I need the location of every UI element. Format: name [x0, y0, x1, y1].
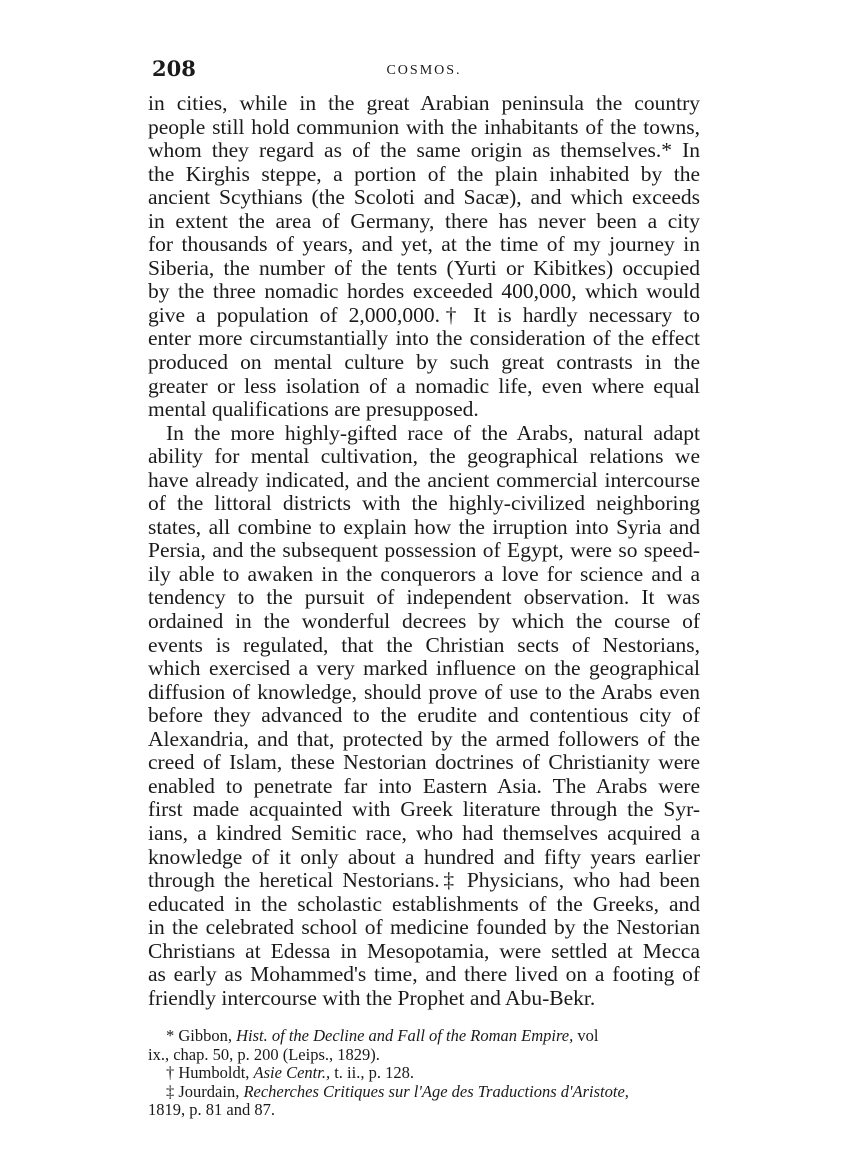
text-line: which exercised a very marked influence on the geographical	[148, 656, 700, 681]
text-line: mental qualifications are presupposed.	[148, 397, 479, 422]
footnote-jourdain-continued	[148, 1101, 700, 1120]
text-line: enter more circumstantially into the consideration of the effect	[148, 326, 700, 351]
text-line: the Kirghis steppe, a portion of the plain inhabited by the	[148, 161, 700, 186]
paragraph-1	[148, 92, 700, 422]
footnote-gibbon-continued	[148, 1046, 700, 1065]
text-line: have already indicated, and the ancient commercial intercourse	[148, 467, 700, 492]
text-line: for thousands of years, and yet, at the time of my journey in	[148, 232, 700, 257]
text-line: of the littoral districts with the highly-civilized neighboring	[148, 491, 700, 516]
text-line: ancient Scythians (the Scoloti and Sacæ), and which exceeds	[148, 185, 700, 210]
text-line: in cities, while in the great Arabian peninsula the country	[148, 91, 700, 115]
footnote-work-title: Asie Centr.,	[253, 1063, 331, 1083]
text-line: people still hold communion with the inhabitants of the towns,	[148, 114, 700, 139]
footnote-text: * Gibbon,	[166, 1026, 237, 1046]
text-line: ordained in the wonderful decrees by which the course of	[148, 609, 700, 634]
footnote-jourdain	[148, 1083, 700, 1102]
text-line: Siberia, the number of the tents (Yurti or Kibitkes) occupied	[148, 255, 700, 280]
text-line: Persia, and the subsequent possession of Egypt, were so speed-	[148, 538, 700, 563]
text-line: by the three nomadic hordes exceeded 400,000, which would	[148, 279, 700, 304]
footnote-work-title: Hist. of the Decline and Fall of the Roman Empire,	[236, 1026, 574, 1046]
text-line: states, all combine to explain how the irruption into Syria and	[148, 514, 700, 539]
text-line: events is regulated, that the Christian sects of Nestorians,	[148, 632, 700, 657]
text-line: Alexandria, and that, protected by the armed followers of the	[148, 726, 700, 751]
book-page	[148, 52, 700, 1120]
text-line: as early as Mohammed's time, and there lived on a footing of	[148, 962, 700, 987]
text-line: tendency to the pursuit of independent observation. It was	[148, 585, 700, 610]
footnote-text: ‡ Jourdain,	[166, 1081, 244, 1101]
paragraph-2	[148, 422, 700, 1011]
footnote-humboldt	[148, 1064, 700, 1083]
footnote-text: † Humboldt,	[166, 1063, 254, 1083]
footnote-text: 1819, p. 81 and 87.	[148, 1100, 275, 1120]
text-line: give a population of 2,000,000.† It is hardly necessary to	[148, 302, 700, 327]
footnotes	[148, 1027, 700, 1120]
text-line: ability for mental cultivation, the geographical relations we	[148, 444, 700, 469]
text-line: greater or less isolation of a nomadic life, even where equal	[148, 373, 700, 398]
footnote-gibbon	[148, 1027, 700, 1046]
text-line: Christians at Edessa in Mesopotamia, were settled at Mecca	[148, 938, 700, 963]
text-line: whom they regard as of the same origin as themselves.* In	[148, 138, 700, 163]
page-header	[148, 52, 700, 92]
text-line: in the celebrated school of medicine founded by the Nestorian	[148, 915, 700, 940]
text-line: enabled to penetrate far into Eastern Asia. The Arabs were	[148, 773, 700, 798]
footnote-work-title: Recherches Critiques sur l'Age des Traductions d'Aristote,	[243, 1081, 629, 1101]
footnote-text: t. ii., p. 128.	[330, 1063, 414, 1083]
footnote-text: ix., chap. 50, p. 200 (Leips., 1829).	[148, 1044, 380, 1064]
text-line: creed of Islam, these Nestorian doctrines of Christianity were	[148, 750, 700, 775]
footnote-text: vol	[573, 1026, 599, 1046]
text-line: ians, a kindred Semitic race, who had themselves acquired a	[148, 820, 700, 845]
text-line: through the heretical Nestorians.‡ Physicians, who had been	[148, 868, 700, 893]
text-line: ily able to awaken in the conquerors a love for science and a	[148, 561, 700, 586]
text-line: diffusion of knowledge, should prove of use to the Arabs even	[148, 679, 700, 704]
text-line: educated in the scholastic establishments of the Greeks, and	[148, 891, 700, 916]
text-line: in extent the area of Germany, there has never been a city	[148, 208, 700, 233]
text-line: In the more highly-gifted race of the Arabs, natural adapt	[166, 420, 700, 445]
body-text	[148, 92, 700, 1010]
running-head: COSMOS.	[386, 63, 462, 78]
text-line: before they advanced to the erudite and contentious city of	[148, 703, 700, 728]
text-line: friendly intercourse with the Prophet and Abu-Bekr.	[148, 985, 596, 1010]
text-line: knowledge of it only about a hundred and fifty years earlier	[148, 844, 700, 869]
text-line: produced on mental culture by such great contrasts in the	[148, 350, 700, 375]
text-line: first made acquainted with Greek literature through the Syr-	[148, 797, 700, 822]
page-number: 208	[152, 56, 196, 81]
